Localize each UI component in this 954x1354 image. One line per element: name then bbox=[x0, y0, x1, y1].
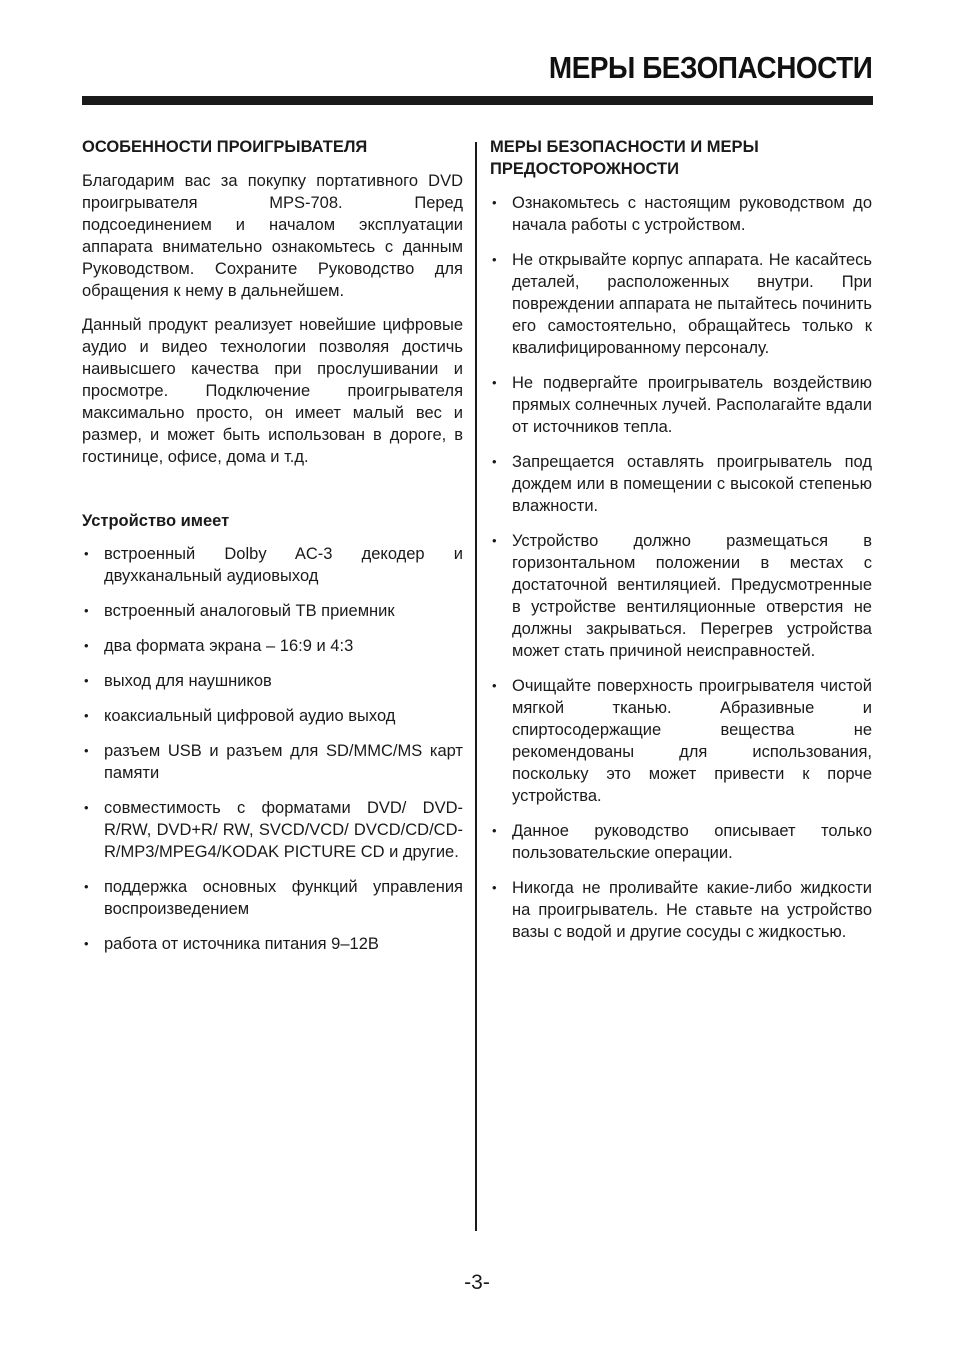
feature-item: • встроенный Dolby AC-3 декодер и двухканальный аудиовыход bbox=[82, 543, 463, 587]
description-paragraph: Данный продукт реализует новейшие цифровые аудио и видео технологии позволяя достичь наивысшего качества при прослушивании и просмотре. Подключение проигрывателя максимально просто, он имеет малый вес и размер, и может быть использован в дороге, в гостинице, офисе, дома и т.д. bbox=[82, 316, 463, 466]
safety-item: • Запрещается оставлять проигрыватель под дождем или в помещении с высокой степенью влажности. bbox=[490, 451, 872, 517]
safety-item: • Не открывайте корпус аппарата. Не касайтесь деталей, расположенных внутри. При повреждении аппарата не пытайтесь починить его самостоятельно, обращайтесь только к квалифицированному персоналу. bbox=[490, 249, 872, 359]
title-rule bbox=[82, 96, 873, 105]
safety-item: • Очищайте поверхность проигрывателя чистой мягкой тканью. Абразивные и спиртосодержащие вещества не рекомендованы для использования, поскольку это может привести к порче устройства. bbox=[490, 675, 872, 807]
device-features-subheading: Устройство имеет bbox=[82, 512, 230, 530]
feature-item: • разъем USB и разъем для SD/MMC/MS карт памяти bbox=[82, 740, 463, 784]
feature-item: • коаксиальный цифровой аудио выход bbox=[82, 705, 463, 727]
safety-item: • Не подвергайте проигрыватель воздействию прямых солнечных лучей. Располагайте вдали от источников тепла. bbox=[490, 372, 872, 438]
feature-item: • совместимость с форматами DVD/ DVD-R/RW, DVD+R/ RW, SVCD/VCD/ DVCD/CD/CD-R/MP3/MPEG4/KODAK PICTURE CD и другие. bbox=[82, 797, 463, 863]
safety-item: • Данное руководство описывает только пользовательские операции. bbox=[490, 820, 872, 864]
page-number: -3- bbox=[464, 1271, 490, 1294]
intro-paragraph: Благодарим вас за покупку портативного DVD проигрывателя MPS-708. Перед подсоединением и началом эксплуатации аппарата внимательно ознакомьтесь с данным Руководством. Сохраните Руководство для обращения к нему в дальнейшем. bbox=[82, 172, 463, 300]
column-divider bbox=[475, 142, 477, 1231]
right-column bbox=[490, 136, 872, 956]
page-title: МЕРЫ БЕЗОПАСНОСТИ bbox=[548, 50, 872, 85]
feature-item: • поддержка основных функций управления воспроизведением bbox=[82, 876, 463, 920]
left-column bbox=[82, 136, 463, 968]
feature-item: • выход для наушников bbox=[82, 670, 463, 692]
safety-list bbox=[490, 192, 872, 943]
safety-item: • Никогда не проливайте какие-либо жидкости на проигрыватель. Не ставьте на устройство вазы с водой и другие сосуды с жидкостью. bbox=[490, 877, 872, 943]
feature-item: • встроенный аналоговый ТВ приемник bbox=[82, 600, 463, 622]
safety-item: • Ознакомьтесь с настоящим руководством до начала работы с устройством. bbox=[490, 192, 872, 236]
features-heading: ОСОБЕННОСТИ ПРОИГРЫВАТЕЛЯ bbox=[82, 138, 368, 156]
features-list bbox=[82, 543, 463, 955]
feature-item: • два формата экрана – 16:9 и 4:3 bbox=[82, 635, 463, 657]
safety-item: • Устройство должно размещаться в горизонтальном положении в местах с достаточной вентиляцией. Предусмотренные в устройстве вентиляционные отверстия не должны закрываться. Перегрев устройства может стать причиной неисправностей. bbox=[490, 530, 872, 662]
feature-item: • работа от источника питания 9–12В bbox=[82, 933, 463, 955]
safety-heading: МЕРЫ БЕЗОПАСНОСТИ И МЕРЫ ПРЕДОСТОРОЖНОСТИ bbox=[490, 138, 759, 178]
